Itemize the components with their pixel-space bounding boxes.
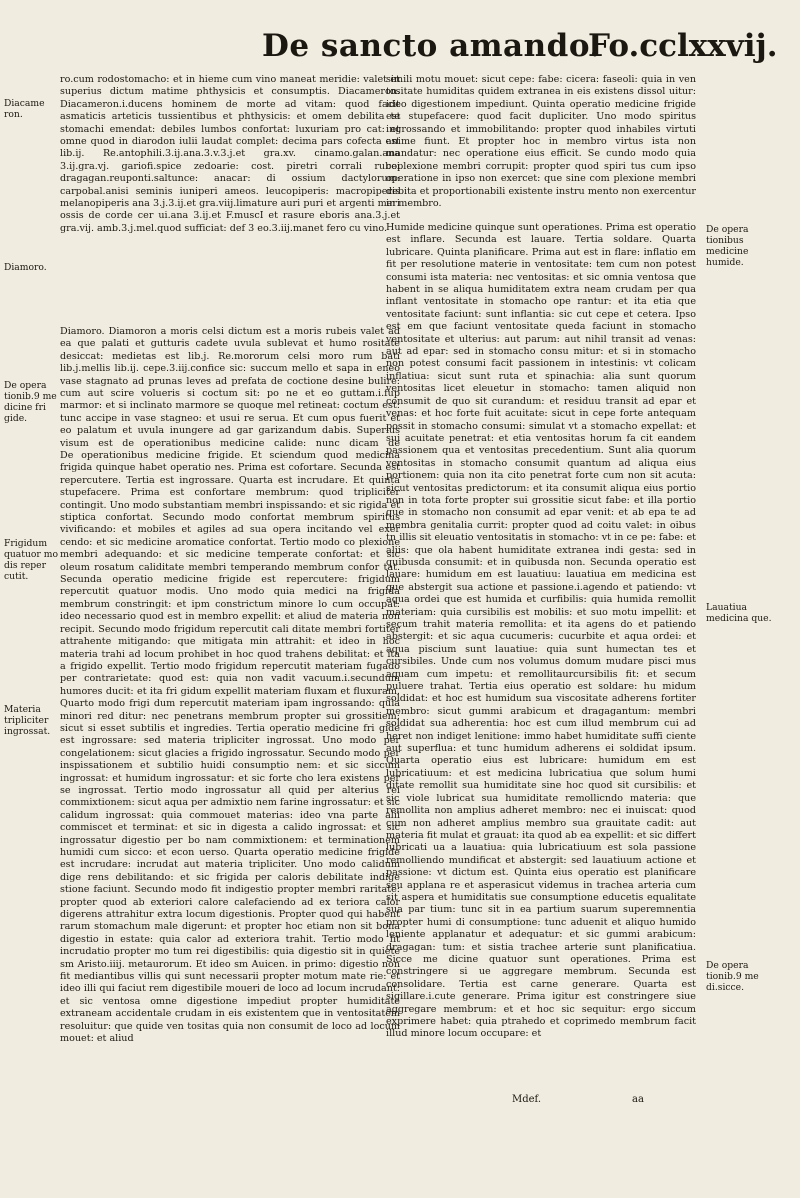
margin-note: Diamoro. xyxy=(4,262,47,273)
signature-mark: aa xyxy=(632,1094,644,1105)
margin-note: Lauatiua medicina que. xyxy=(706,602,772,624)
catchword: Mdef. xyxy=(512,1094,542,1105)
right-text-column xyxy=(386,74,696,1090)
paragraph: simili motu mouet: sicut cepe: fabe: cicera: faseoli: quia in ven tositate humiditas quidem extranea in eis existens dissol uitur: ideo digestionem impediunt. Quinta operatio medicine frigide est stupefacere: quod facit dupliciter. Uno modo spiritus ingrossando et immobilitando: propter quod inhabiles virtuti anime fiunt. Et propter hoc in membro virtus ista non mandatur: nec operatione eius efficit. Se cundo modo quia coplexione membri corrupit: propter quod spiri tus cum ipso operatione in ipso non exercet: que sine com plexione membri debita et proportionabili existente instru mento non exercentur in membro. xyxy=(386,74,696,210)
folio-number: Fo.cclxxvij. xyxy=(588,28,778,64)
paragraph: Diamoro. Diamoron a moris celsi dictum est a moris rubeis valet ad ea que palati et gutturis cadete uvula sublevat et humo rositate desiccat: medietas est lib.j. Re.mororum celsi moro rum bati lib.j.mellis lib.ij. cepe.3.iij.confice sic: succum mello et sapa in eneo vase stagnato ad prunas leves ad prefata de coctione desine bulire: cum aut scire volueris si coctum sit: po ne et eo guttam.i.fup marmor: et si inclinato marmore se quoque mel retineat: coctum est: tunc accipe in vase stagneo: et usui re serua. Et cum opus fuerit et eo palatum et uvula inungere ad gar garizandum dabis. Superius visum est de operationibus medicine calide: nunc dicam de xyxy=(60,326,400,449)
paragraph: De operationibus medicine frigide. Et sciendum quod medicina frigida quinque habet operatio nes. Prima est cofortare. Secunda est repercutere. Tertia est ingrossare. Quarta est incrudare. Et quinta stupefacere. Prima est confortare membrum: quod tripliciter contingit. Uno modo substantiam membri inspissando: et sic rigida et stiptica confortat. Secundo modo confortat membrum spiritus vivificando: et mobiles et agiles ad sua opera incitando vel exer cendo: et sic medicine aromatice confortat. Tertio modo co plexione membri adequando: et sic medicine temperate confortat: et sic oleum rosatum caliditate membri temperando membrum confor tat. Secunda operatio medicine frigide est repercutere: frigidum repercutit quatuor modis. Uno modo quia medici na frigida membrum constringit: et ipm constrictum minore lo cum occupat: ideo necessario quod est in membro expellit: et aliud de materia non recipit. Secundo modo frigidum repercutit cali ditate membri fortiter attrahente mitigando: que mitigata min attrahit: et ideo in hoc materia trahi ad locum prohibet in hoc quod trahens debilitat: et ita a frigido expellit. Tertio modo frigidum repercutit materiam fugado per contrarietate: quod est: quia non vadit vacuum.i.secundum humores ducit: et ita fri gidum expellit materiam fluxam et fluxuram. Quarto modo frigi dum repercutit materiam ipam ingrossando: quia minori red ditur: nec penetrans membrum propter sui grossitiem: sicut si esset subtilis et ingredies. Tertia operatio medicine fri gide est ingrossare: sed materia tripliciter ingrossat. Uno modo per congelationem: sicut glacies a frigido ingrossatur. Secundo modo per inspissationem et subtilio huidi consumptio nem: et sic siccum ingrossat: et humidum ingrossatur: et sic forte cho lera existens per se ingrossat. Tertio modo ingrossatur all quid per alterius rei commixtionem: sicut aqua per admixtio nem farine ingrossatur: et sic calidum ingrossat: quia commouet materias: ideo vna parte alii commiscet et terminat: et sic in digesta a calido ingrossat: et sic ingrossatur digestio per bo nam commixtionem: et terminationem humidi cum sicco: et econ uerso. Quarta operatio medicine frigide est incrudare: incrudat aut materia tripliciter. Uno modo calidum dige rens debilitando: et sic frigida per caloris debilitate indige stione faciunt. Secundo modo fit indigestio propter membri raritate: propter quod ab exteriori calore calefaciendo ad ex teriora calor digerens attrahitur extra locum digestionis. Propter quod qui habent rarum stomachum male digerunt: et propter hoc etiam non sit bona digestio in estate: quia calor ad exteriora trahit. Tertio modo fit incrudatio propter mo tum rei digestibilis: quia digestio sit in quiete sm Aristo.iiij. metaurorum. Et ideo sm Auicen. in primo: digestio non fit mediantibus villis qui sunt necessarii propter motum mate rie: et ideo illi qui faciut rem digestibile moueri de loco ad locum incrudant: et sic ventosa omne digestione impediut propter humiditate extraneam accidentale crudam in eis existentem que in ventositatem resoluitur: que quide ven tositas quia non consumit de loco ad locum mouet: et aliud xyxy=(60,450,400,1045)
margin-note: Frigidum quatuor mo dis reper cutit. xyxy=(4,538,58,582)
margin-note: De opera tionib.9 me dicine fri gide. xyxy=(4,380,57,424)
left-text-column xyxy=(60,74,400,1090)
margin-note: De opera tionibus medicine humide. xyxy=(706,224,749,268)
margin-note: Materia tripliciter ingrossat. xyxy=(4,704,51,737)
margin-note: De opera tionib.9 me di.sicce. xyxy=(706,960,759,993)
margin-note: Diacame ron. xyxy=(4,98,45,120)
paragraph: ro.cum rodostomacho: et in hieme cum vino maneat meridie: valet et superius dictum matime phthysicis et consumptis. Diacameron. Diacameron.i.ducens hominem de morte ad vitam: quod facit asmaticis arteticis tussientibus et phthysicis: et omem debilita te stomachi emendat: debiles lumbos confortat: luxuriam pro cat: et omne quod in diarodon iulii laudat complet: decima pars cofecta est lib.ij. Re.antophili.3.ij.ana.3.v.3.j.et gra.xv. cinamo.galan.ana 3.ij.gra.vj. gariofi.spice zedoarie: cost. piretri corrali rubei dragagan.reuponti.saltunce: anacar: di ossium dactylorum: carpobal.anisi seminis iuniperi ameos. leucopiperis: macropiperis melanopiperis ana 3.j.3.ij.et gra.viij.limature auri puri et argenti meri ossis de corde cer ui.ana 3.ij.et F.muscI et rasure eboris ana.3.j.et gra.vij. amb.3.j.mel.quod sufficiat: def 3 eo.3.iij.manet fero cu vino. xyxy=(60,74,400,234)
running-title: De sancto amando. xyxy=(262,28,601,64)
paragraph: Humide medicine quinque sunt operationes. Prima est operatio est inflare. Secunda est lauare. Tertia soldare. Quarta lubricare. Quinta planificare. Prima aut est in flare: inflatio em fit per resolutione materie in ventositate: tem cum non potest consumi ista materia: nec ventositas: et sic omnia ventosa que habent in se aliqua humiditatem extra neam crudam per qua inflant ventositate in stomacho ope rantur: et ita etia que ventositate faciunt: sunt inflantia: sic cut cepe et cetera. Ipso est em que faciunt ventositate queda faciunt in stomacho ventositate et ulterius: aut parum: aut nihil transit ad venas: aut ad epar: sed in stomacho consu mitur: et si in stomacho non potest consumi facit passionem in intestinis: vt colicam inflatiua: sicut sunt ruta et spinachia: alia sunt quorum ventositas licet eleuetur in stomacho: tamen aliquid non consumit de quo sit curandum: et residuu transit ad epar et venas: et hoc forte fuit acuitate: sicut in cepe forte antequam possit in stomacho consumi: simulat vt a stomacho expellat: et sui acuitate penetrat: et etia ventositas horum fa cit eandem passionem qua et ventositas precedentium. Sunt alia quorum ventositas in stomacho consumit quantum ad aliqua eius portionem: quia non ita cito penetrat forte cum non sit acuta: sicut ventositas predictorum: et ita consumit aliqua eius portio non in tota forte propter sui grossitie sicut fabe: et illa portio que in stomacho non consumit ad epar venit: et ab epa te ad membra genitalia currit: propter quod ad coitu valet: in oibus tn illis sit eleuatio ventositatis in stomacho: vt in ce pe: fabe: et aliis: que ola habent humiditate extranea indi gesta: sed in quibusda consumit: et in quibusda non. Secunda operatio est lauare: humidum em est lauatiuu: lauatiua em medicina est que abstergit sua actione et passione.i.agendo et patiendo: vt aqua ordei que est humida et curfibilis: quia humida remollit materiam: quia cursibilis est mobilis: et suo motu impellit: et secum trahit materia remollita: et ita agens do et patiendo abstergit: et sic aqua cucumeris: cucurbite et aqua ordei: et aqua piscium sunt lauatiue: quia sunt humectan tes et cursibiles. Unde cum nos volumus domum mudare pisci mus aquam cum impetu: et remollitaurcursibilis fit: et secum puluere trahat. Tertia eius operatio est soldare: hu midum soldidat: et hoc est humidum sua viscositate adherens fortiter membro: sicut gummi arabicum et dragagantum: membri soldidat sua adherentia: hoc est cum illud membrum cui ad heret non indiget lenitione: immo habet humiditate suffi ciente aut superflua: et tunc humidum adherens ei soldidat ipsum. Quarta operatio eius est lubricare: humidum em est lubricatiuum: et est medicina lubricatiua que solum humi ditate remollit sua humiditate sine hoc quod sit cursibilis: et sic viole lubricat sua humiditate remollicndo materia: que remollita non amplius adheret membro: nec ei inuiscat: quod cum non adheret amplius membro sua grauitate cadit: aut materia fit mulat et grauat: ita quod ab ea expellit: et sic differt lubricati ua a lauatiua: quia lubricatiuum est sola passione remolliendo mundificat et abstergit: sed lauatiuum actione et passione: vt dictum est. Quinta eius operatio est planificare seu applana re et asperasicut videmus in trachea arteria cum sit aspera et humiditatis sue consumptione educetis equalitate sua par tium: tunc sit in ea partium suarum superemnentia propter humi di consumptione: tunc aduenit et aliquo humido leniente applanatur et adequatur: et sic gummi arabicum: dragagan: tum: et sistia trachee arterie sunt planificatiua. Sicce me dicine quatuor sunt operationes. Prima est constringere si ue aggregare membrum. Secunda est consolidare. Tertia est carne generare. Quarta est sigillare.i.cute generare. Prima igitur est constringere siue aggregare membrum: et et hoc sic sequitur: ergo siccum exprimere habet: quia ptrahedo et coprimedo membrum facit illud minore locum occupare: et xyxy=(386,222,696,1040)
